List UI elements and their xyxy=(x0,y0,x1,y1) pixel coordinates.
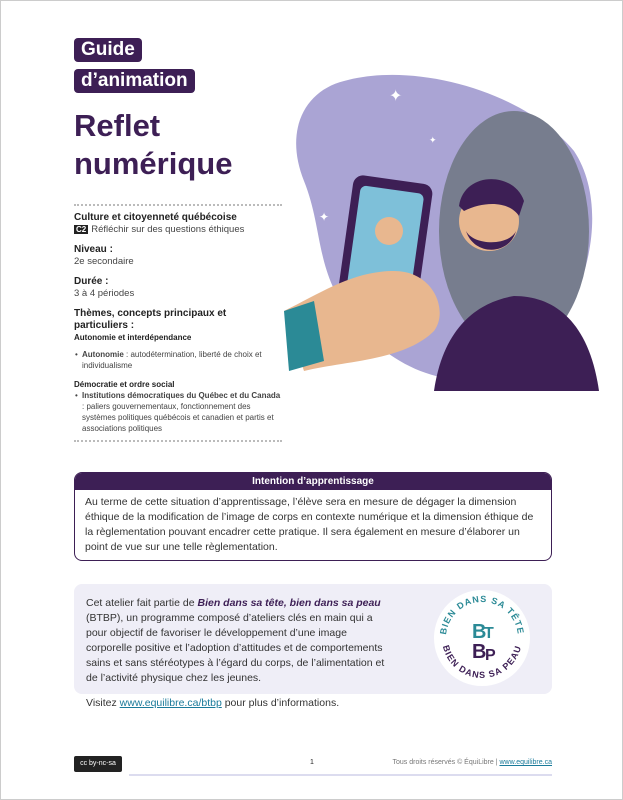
divider xyxy=(74,440,282,442)
btbp-logo xyxy=(432,588,532,688)
duration-value: 3 à 4 périodes xyxy=(74,288,135,299)
svg-text:P: P xyxy=(485,647,496,664)
footer-line xyxy=(129,774,552,776)
level-value: 2e secondaire xyxy=(74,256,134,267)
visit-text: Visitez www.equilibre.ca/btbp pour plus d’informations. xyxy=(86,697,340,709)
btbp-text: Cet atelier fait partie de Bien dans sa tête, bien dans sa peau (BTBP), un programme composé d’ateliers clés en main qui a pour objectif de favoriser le développement d’une image corporelle positive et l’adoption d’attitudes et de comportements sains et sans stéréotypes à l’égard du corps, de l’alimentation et de l’activité physique chez les jeunes. xyxy=(86,597,385,684)
svg-text:BIEN DANS SA TÊTE: BIEN DANS SA TÊTE xyxy=(438,593,526,636)
list-item: • Autonomie : autodétermination, liberté de choix et individualisme xyxy=(82,349,282,371)
learning-intention-box xyxy=(74,472,552,561)
list-item: • Institutions démocratiques du Québec et du Canada : paliers gouvernementaux, fonctionnement des systèmes politiques québécois et canadien et partis et associations politiques xyxy=(82,390,282,434)
divider xyxy=(74,204,282,206)
site-link[interactable]: www.equilibre.ca xyxy=(499,759,552,766)
svg-text:B: B xyxy=(472,641,487,663)
btbp-box xyxy=(74,584,552,709)
subject: Culture et citoyenneté québécoise xyxy=(74,212,237,223)
theme-1: Autonomie et interdépendance xyxy=(74,333,192,342)
intention-title: Intention d’apprentissage xyxy=(75,473,551,490)
svg-text:✦: ✦ xyxy=(319,210,330,224)
page-title: Reflet numérique xyxy=(74,108,233,181)
guide-tag: Guide xyxy=(74,38,142,62)
competency-code: C2 xyxy=(76,225,87,234)
svg-text:✦: ✦ xyxy=(389,88,403,105)
level-label: Niveau : xyxy=(74,244,113,255)
info-panel xyxy=(74,204,282,448)
svg-text:B: B xyxy=(472,621,487,643)
guide-tag-2: d’animation xyxy=(74,69,195,93)
copyright: Tous droits réservés © ÉquiLibre | www.equilibre.ca xyxy=(392,759,552,766)
competency: Réfléchir sur des questions éthiques xyxy=(91,224,245,235)
btbp-link[interactable]: www.equilibre.ca/btbp xyxy=(119,697,222,709)
intention-body: Au terme de cette situation d’apprentissage, l’élève sera en mesure de dégager la dimension éthique de la modification de l’image de corps en contexte numérique et la dimension éthique de la règlementation pouvant encadrer cette pratique. Il sera également en mesure d’élaborer un point de vue sur une telle règlementation. xyxy=(85,496,534,553)
page-number: 1 xyxy=(310,759,314,766)
svg-text:✦: ✦ xyxy=(429,135,437,145)
cc-license-badge: cc by-nc-sa xyxy=(74,756,122,772)
svg-text:BIEN DANS SA PEAU: BIEN DANS SA PEAU xyxy=(440,643,524,681)
selfie-illustration xyxy=(284,71,599,391)
themes-label: Thèmes, concepts principaux et particuliers : xyxy=(74,308,227,331)
svg-text:T: T xyxy=(484,625,494,642)
theme-2: Démocratie et ordre social xyxy=(74,380,175,389)
duration-label: Durée : xyxy=(74,276,109,287)
